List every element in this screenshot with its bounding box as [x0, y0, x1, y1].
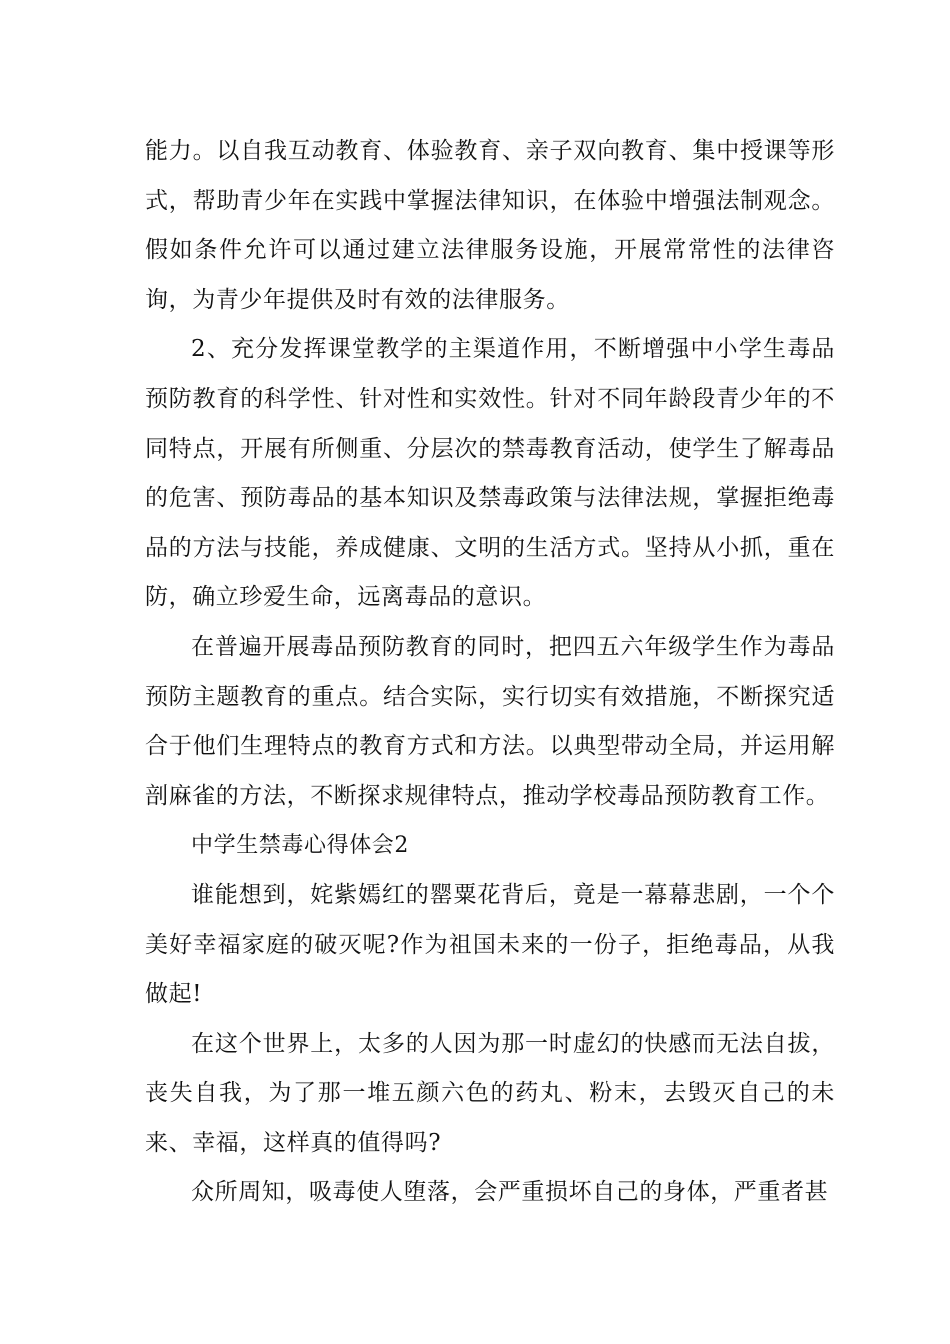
- document-body: [145, 127, 835, 1218]
- paragraph-3: 在普遍开展毒品预防教育的同时，把四五六年级学生作为毒品预防主题教育的重点。结合实际，实行切实有效措施，不断探究适合于他们生理特点的教育方式和方法。以典型带动全局，并运用解剖麻雀的方法，不断探求规律特点，推动学校毒品预防教育工作。: [145, 633, 835, 809]
- paragraph-4: 谁能想到，姹紫嫣红的罂粟花背后，竟是一幕幕悲剧，一个个美好幸福家庭的破灭呢?作为祖国未来的一份子，拒绝毒品，从我做起!: [145, 881, 835, 1008]
- section-heading: 中学生禁毒心得体会2: [191, 833, 409, 859]
- paragraph-1: 能力。以自我互动教育、体验教育、亲子双向教育、集中授课等形式，帮助青少年在实践中掌握法律知识，在体验中增强法制观念。假如条件允许可以通过建立法律服务设施，开展常常性的法律咨询，为青少年提供及时有效的法律服务。: [145, 138, 835, 313]
- paragraph-2: 2、充分发挥课堂教学的主渠道作用，不断增强中小学生毒品预防教育的科学性、针对性和实效性。针对不同年龄段青少年的不同特点，开展有所侧重、分层次的禁毒教育活动，使学生了解毒品的危害、预防毒品的基本知识及禁毒政策与法律法规，掌握拒绝毒品的方法与技能，养成健康、文明的生活方式。坚持从小抓，重在防，确立珍爱生命，远离毒品的意识。: [145, 336, 835, 611]
- paragraph-5: 在这个世界上，太多的人因为那一时虚幻的快感而无法自拔，丧失自我，为了那一堆五颜六色的药丸、粉末，去毁灭自己的未来、幸福，这样真的值得吗?: [145, 1030, 835, 1156]
- paragraph-6: 众所周知，吸毒使人堕落，会严重损坏自己的身体，严重者甚: [191, 1179, 829, 1206]
